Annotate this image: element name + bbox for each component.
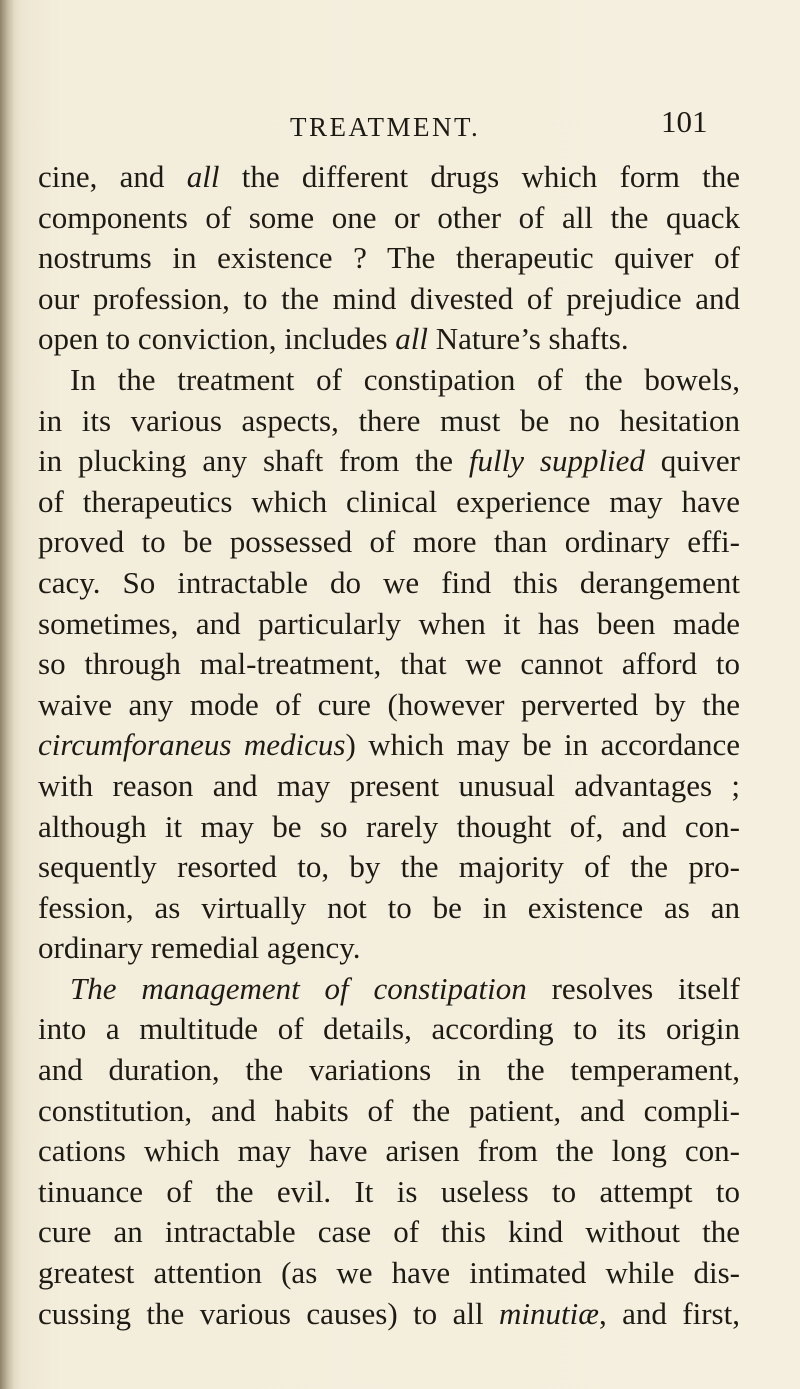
text-line — [38, 1091, 740, 1132]
text-segment: sequently resorted to, by the majority of the pro- — [38, 849, 740, 885]
text-line — [38, 401, 740, 442]
text-line — [38, 847, 740, 888]
text-line — [38, 1212, 740, 1253]
text-segment: cacy. So intractable do we find this derangement — [38, 564, 740, 600]
italic-text: The management of constipation — [70, 970, 527, 1006]
italic-text: all — [395, 321, 429, 357]
page-header — [0, 104, 800, 148]
text-line — [38, 725, 740, 766]
italic-text: minutiæ — [499, 1295, 599, 1331]
text-segment: greatest attention (as we have intimated while dis- — [38, 1255, 740, 1291]
text-line — [38, 1131, 740, 1172]
text-segment: nostrums in existence ? The therapeutic quiver of — [38, 240, 740, 276]
text-segment: cine, and — [38, 159, 187, 194]
text-line — [38, 441, 740, 482]
text-segment: constitution, and habits of the patient, and compli- — [38, 1092, 740, 1128]
text-line — [38, 1050, 740, 1091]
text-segment: fession, as virtually not to be in existence as an — [38, 889, 740, 925]
text-line — [38, 1253, 740, 1294]
text-line — [38, 766, 740, 807]
text-line — [38, 1009, 740, 1050]
text-line — [38, 1172, 740, 1213]
text-line — [38, 522, 740, 563]
text-segment: , and first, — [598, 1295, 740, 1331]
text-segment: cussing the various causes) to all — [38, 1295, 500, 1331]
text-segment: tinuance of the evil. It is useless to attempt to — [38, 1173, 740, 1209]
text-line — [38, 319, 740, 360]
text-segment: proved to be possessed of more than ordinary effi- — [38, 524, 740, 560]
binding-edge — [0, 0, 14, 1389]
text-segment: in plucking any shaft from the — [38, 443, 469, 479]
text-segment: Nature’s shafts. — [428, 321, 629, 357]
text-segment: quiver — [644, 443, 740, 479]
text-line — [38, 644, 740, 685]
italic-text: circumforaneus medicus — [38, 727, 346, 763]
text-segment: and duration, the variations in the temperament, — [38, 1052, 740, 1088]
text-segment: although it may be so rarely thought of, and con- — [38, 808, 740, 844]
text-line — [38, 969, 740, 1010]
text-segment: our profession, to the mind divested of prejudice and — [38, 280, 740, 316]
text-line — [38, 279, 740, 320]
text-line — [38, 238, 740, 279]
text-segment: waive any mode of cure (however perverted by the — [38, 686, 740, 722]
text-line — [38, 157, 740, 198]
text-segment: cure an intractable case of this kind without the — [38, 1214, 740, 1250]
italic-text: fully supplied — [468, 443, 645, 479]
text-segment: In the treatment of constipation of the bowels, — [70, 361, 740, 397]
text-segment: open to conviction, includes — [38, 321, 396, 357]
text-segment: cations which may have arisen from the long con- — [38, 1133, 740, 1169]
text-line — [38, 563, 740, 604]
text-line — [38, 1294, 740, 1335]
text-line — [38, 482, 740, 523]
text-segment: into a multitude of details, according to its origin — [38, 1011, 740, 1047]
text-line — [38, 928, 740, 969]
text-line — [38, 807, 740, 848]
text-segment: the different drugs which form the — [219, 159, 740, 194]
text-segment: with reason and may present unusual advantages ; — [38, 767, 740, 803]
text-line — [38, 888, 740, 929]
italic-text: all — [186, 159, 220, 194]
text-line — [38, 198, 740, 239]
running-head: TREATMENT. — [290, 112, 481, 142]
text-segment: of therapeutics which clinical experience may have — [38, 483, 740, 519]
text-segment: resolves itself — [526, 970, 740, 1006]
text-segment: sometimes, and particularly when it has been made — [38, 605, 740, 641]
text-line — [38, 360, 740, 401]
text-line — [38, 685, 740, 726]
text-segment: ) which may be in accordance — [345, 727, 740, 763]
body-text — [38, 157, 740, 1334]
text-segment: components of some one or other of all the quack — [38, 199, 740, 235]
page-number: 101 — [661, 104, 708, 139]
text-segment: so through mal-treatment, that we cannot afford to — [38, 646, 740, 682]
text-segment: ordinary remedial agency. — [38, 930, 361, 966]
text-segment: in its various aspects, there must be no hesitation — [38, 402, 740, 438]
text-line — [38, 604, 740, 645]
